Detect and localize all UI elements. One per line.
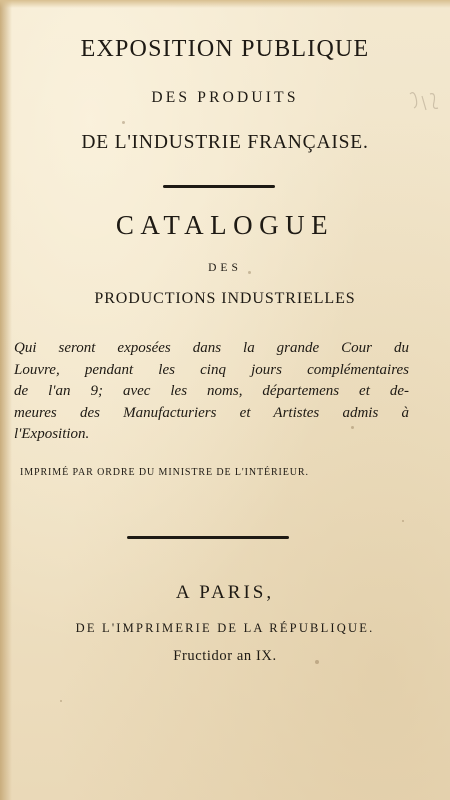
- description-line: meures des Manufacturiers et Artistes admis à: [14, 404, 409, 421]
- date-line: Fructidor an IX.: [173, 648, 277, 664]
- des-produits-line: DES PRODUITS: [151, 89, 299, 106]
- imprint-note: IMPRIMÉ PAR ORDRE DU MINISTRE DE L'INTÉRIEUR.: [20, 467, 309, 478]
- exposition-heading: EXPOSITION PUBLIQUE: [80, 36, 370, 62]
- description-line: de l'an 9; avec les noms, départemens et de-: [14, 383, 409, 399]
- foxing-spot: [122, 121, 125, 124]
- description-line: Louvre, pendant les cinq jours complémentaires: [14, 361, 409, 378]
- description-line: Qui seront exposées dans la grande Cour du: [14, 340, 409, 356]
- industrie-francaise-line: DE L'INDUSTRIE FRANÇAISE.: [81, 132, 369, 153]
- printer-line: DE L'IMPRIMERIE DE LA RÉPUBLIQUE.: [75, 621, 375, 635]
- pencil-annotation-mark: [406, 88, 446, 128]
- productions-subtitle: PRODUCTIONS INDUSTRIELLES: [94, 290, 356, 307]
- catalogue-title: CATALOGUE: [115, 210, 335, 240]
- paper-edge-left: [0, 0, 12, 800]
- des-label: DES: [208, 262, 242, 274]
- description-line: l'Exposition.: [14, 426, 90, 442]
- bottom-divider-rule: [127, 536, 289, 539]
- foxing-spot: [351, 426, 354, 429]
- foxing-spot: [402, 520, 404, 522]
- foxing-spot: [248, 271, 251, 274]
- top-divider-rule: [163, 185, 275, 188]
- city-line: A PARIS,: [175, 582, 275, 603]
- foxing-spot: [60, 700, 62, 702]
- paper-edge-top: [0, 0, 450, 8]
- foxing-spot: [315, 660, 319, 664]
- catalogue-description: [14, 338, 409, 446]
